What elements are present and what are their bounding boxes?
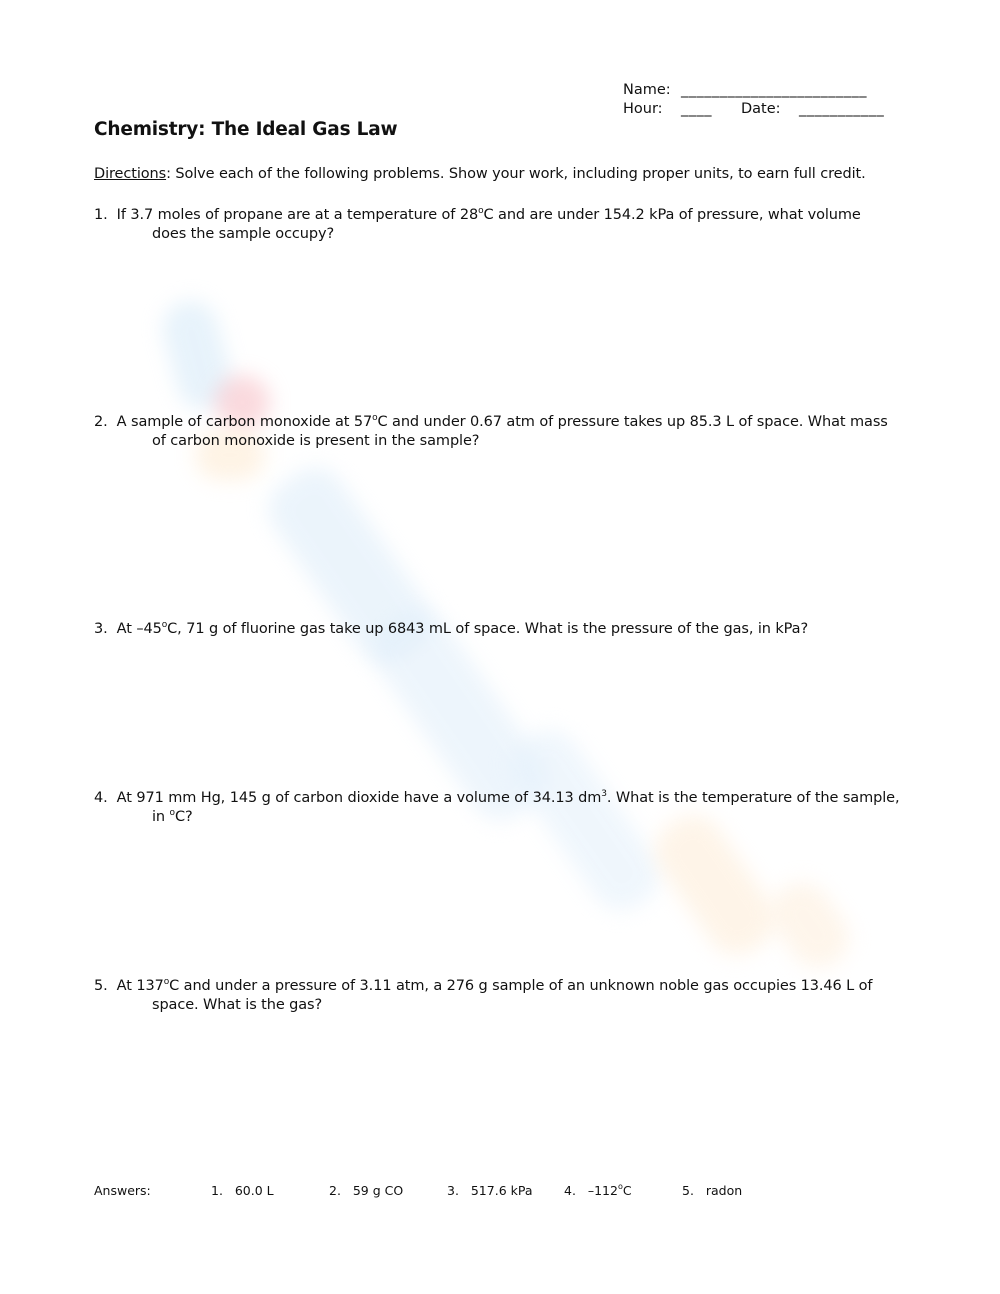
problem-number: 4. [94, 790, 108, 806]
problem-text: At –45 [116, 621, 162, 637]
name-field-line[interactable]: ________________________ [681, 82, 867, 98]
problem-number: 1. [94, 207, 108, 223]
answer-value: –112 [587, 1183, 618, 1198]
problem-1 [94, 206, 861, 244]
date-field-line[interactable]: ___________ [799, 101, 885, 117]
answer-value: 59 g CO [352, 1183, 404, 1198]
hour-field-line[interactable]: ____ [681, 101, 712, 117]
answer-1 [211, 1183, 274, 1198]
problem-text: C and under a pressure of 3.11 atm, a 276 g sample of an unknown noble gas occupies 13.46 L of [169, 978, 873, 994]
superscript: o [163, 977, 170, 987]
problem-number: 5. [94, 978, 108, 994]
problem-number: 2. [94, 414, 108, 430]
problem-2 [94, 413, 888, 451]
answer-2 [329, 1183, 403, 1198]
superscript: o [617, 1182, 623, 1191]
problem-text: . What is the temperature of the sample, [606, 790, 900, 806]
directions [94, 165, 866, 184]
problem-text: A sample of carbon monoxide at 57 [116, 414, 373, 430]
answer-number: 4. [564, 1183, 576, 1198]
superscript: o [169, 808, 175, 818]
answer-3 [447, 1183, 533, 1198]
superscript: o [478, 206, 484, 216]
problem-text: space. What is the gas? [152, 997, 323, 1013]
superscript: o [161, 620, 168, 630]
problem-5 [94, 977, 872, 1015]
answer-value: 517.6 kPa [470, 1183, 533, 1198]
answer-value: C [622, 1183, 632, 1198]
problem-text: C and are under 154.2 kPa of pressure, what volume [483, 207, 861, 223]
problem-text: At 137 [116, 978, 164, 994]
name-label: Name: [623, 82, 671, 98]
superscript: o [372, 413, 378, 423]
problem-text: C and under 0.67 atm of pressure takes up 85.3 L of space. What mass [377, 414, 888, 430]
directions-text: : Solve each of the following problems. Show your work, including proper units, to earn full credit. [166, 166, 866, 182]
answer-number: 3. [447, 1183, 459, 1198]
problem-text: At 971 mm Hg, 145 g of carbon dioxide have a volume of 34.13 dm [116, 790, 602, 806]
superscript: 3 [601, 789, 607, 799]
answer-4 [564, 1183, 632, 1198]
problem-text: C, 71 g of fluorine gas take up 6843 mL of space. What is the pressure of the gas, in kPa? [167, 621, 809, 637]
problem-3 [94, 620, 808, 639]
answer-number: 5. [682, 1183, 694, 1198]
problem-text: does the sample occupy? [152, 226, 335, 242]
answer-5 [682, 1183, 742, 1198]
date-label: Date: [741, 101, 781, 117]
problem-text: C? [174, 809, 193, 825]
answer-number: 2. [329, 1183, 341, 1198]
hour-label: Hour: [623, 101, 663, 117]
answer-number: 1. [211, 1183, 223, 1198]
problem-text: If 3.7 moles of propane are at a temperature of 28 [116, 207, 479, 223]
problem-4 [94, 789, 899, 827]
problem-text: of carbon monoxide is present in the sample? [152, 433, 480, 449]
answer-value: radon [705, 1183, 743, 1198]
answers-label: Answers: [94, 1183, 151, 1198]
directions-label: Directions [94, 166, 167, 182]
answer-value: 60.0 L [234, 1183, 274, 1198]
problem-number: 3. [94, 621, 108, 637]
problem-text: in [152, 809, 170, 825]
page-title: Chemistry: The Ideal Gas Law [94, 119, 398, 140]
